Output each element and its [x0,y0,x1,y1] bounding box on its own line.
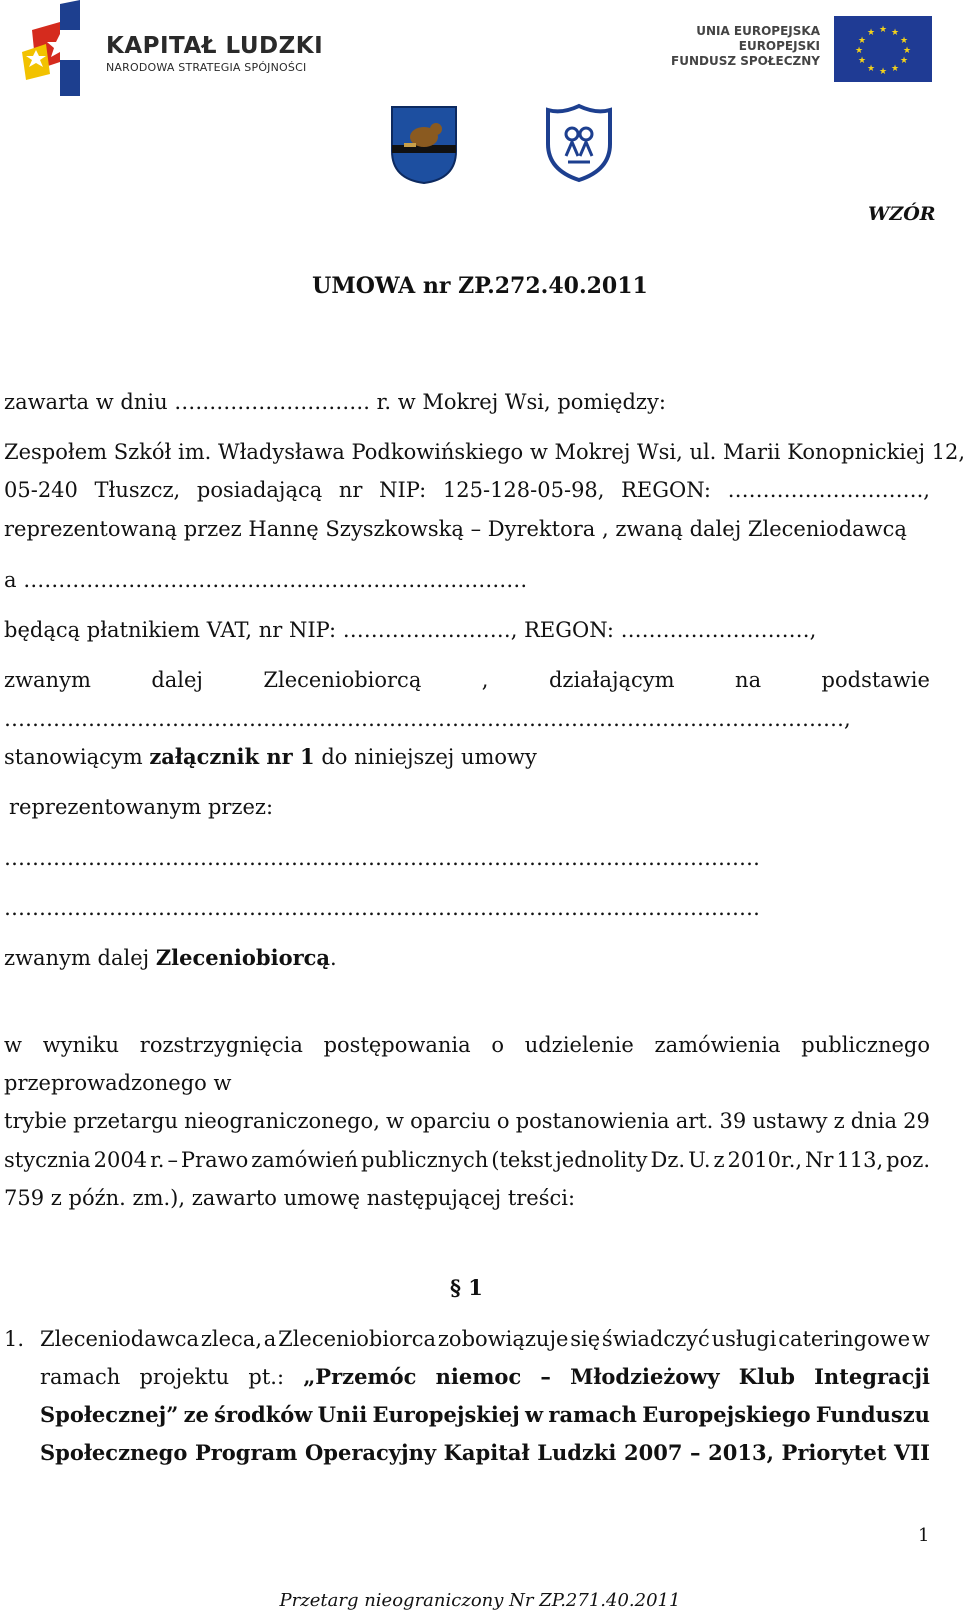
document-title-text: UMOWA nr ZP.272.40.2011 [312,273,648,299]
svg-text:★: ★ [857,56,867,66]
word: ze [183,1402,209,1427]
word: 05-240 [4,478,78,502]
word: (tekst [491,1148,553,1172]
svg-text:★: ★ [878,25,888,35]
word: zamówienia [654,1033,781,1057]
word: z [713,1148,725,1172]
eu-text-line3: FUNDUSZ SPOŁECZNY [671,54,820,68]
party-name: Zleceniobiorcą [155,945,331,970]
word: Zleceniobiorcą [263,668,422,692]
page-number: 1 [918,1525,930,1546]
word: zwanym [4,668,91,692]
eu-text-line2: EUROPEJSKI [738,39,820,53]
word: przetargu [73,1109,179,1133]
word: a [263,1327,277,1351]
word: ramach [548,1402,637,1427]
word: dnia [850,1109,898,1133]
paragraph-zwanym-zleceniobiorca [4,944,337,972]
word: VII [894,1440,930,1465]
word: dalej [151,668,203,692]
word: podstawie [821,668,930,692]
item-line2 [40,1363,930,1391]
paragraph-stycznia [4,1146,930,1174]
word: , [481,668,489,692]
word: publicznych [360,1148,489,1172]
project-title-word: „Przemóc [303,1364,417,1389]
word: w [911,1327,930,1351]
word: o [491,1033,505,1057]
word: rozstrzygnięcia [139,1033,303,1057]
word: Zleceniobiorca [278,1327,437,1351]
kapital-ludzki-emblem-icon [20,0,110,100]
word: 39 [719,1109,747,1133]
paragraph-reprezentowanym: reprezentowanym przez: [9,795,274,819]
word: Prawo [180,1148,249,1172]
eu-text-block [660,24,820,69]
paragraph-zwanym [4,666,930,694]
word: zleca, [200,1327,262,1351]
word: 2010r., [727,1148,803,1172]
word: w [386,1109,404,1133]
svg-text:★: ★ [854,46,864,56]
item-line1 [40,1325,930,1353]
word: cateringowe [778,1327,911,1351]
paragraph-stanowiacym [4,743,537,771]
word: działającym [548,668,675,692]
kapital-ludzki-subtitle: NARODOWA STRATEGIA SPÓJNOŚCI [106,61,307,74]
project-title-word: Integracji [814,1364,930,1389]
word: Dz. [650,1148,686,1172]
text: stanowiącym [4,745,150,769]
word: zamówień [251,1148,358,1172]
eu-text-line1: UNIA EUROPEJSKA [696,24,820,38]
dotted-line-representative-1: ……………………………………………………………………………………………… [4,846,760,870]
svg-text:★: ★ [878,67,888,77]
footer-text: Przetarg nieograniczony Nr ZP.271.40.2011 [279,1590,681,1611]
word: NIP: [379,478,427,502]
word: 29 [903,1109,930,1133]
word: usługi [711,1327,777,1351]
word: środków [214,1402,313,1427]
word: U. [688,1148,711,1172]
word: Społecznego [40,1440,188,1465]
word: o [496,1109,510,1133]
word: zobowiązuje [437,1327,569,1351]
project-title-word: Klub [738,1364,795,1389]
project-title-word: Młodzieżowy [570,1364,720,1389]
svg-text:★: ★ [899,56,909,66]
project-title-word: niemoc [435,1364,522,1389]
item-line4 [40,1439,930,1467]
word: nieograniczonego, [184,1109,380,1133]
word: oparciu [410,1109,491,1133]
word: Ludzki [537,1440,617,1465]
section-heading: § 1 [450,1275,483,1300]
word: udzielenie [524,1033,634,1057]
wzor-label: WZÓR [868,203,936,225]
word: Unii [317,1402,368,1427]
word: ustawy [752,1109,828,1133]
word: pt.: [248,1365,285,1389]
svg-text:★: ★ [902,46,912,56]
word: Społecznej” [40,1402,179,1427]
word: 2004 [93,1148,148,1172]
paragraph-vat: będącą płatnikiem VAT, nr NIP: ……………………, REGON: ………………………, [4,618,817,642]
paragraph-zespol-line3: reprezentowaną przez Hannę Szyszkowską – Dyrektora , zwaną dalej Zleceniodawcą [4,517,907,541]
word: trybie [4,1109,67,1133]
svg-text:★: ★ [890,64,900,74]
word: na [735,668,762,692]
word: Tłuszcz, [94,478,181,502]
text: zwanym dalej [4,946,156,970]
word: 113, [836,1148,884,1172]
word: postanowienia [515,1109,670,1133]
document-title [0,272,960,300]
word: postępowania [323,1033,471,1057]
word: w [525,1402,544,1427]
svg-text:★: ★ [890,28,900,38]
word: projektu [139,1365,230,1389]
word: Europejskiego [642,1402,811,1427]
word: art. [675,1109,714,1133]
project-title-word: – [540,1364,551,1389]
word: z [833,1109,845,1133]
word: w [4,1033,22,1057]
word: Nr [805,1148,834,1172]
word: posiadającą [196,478,323,502]
school-shield-icon [546,104,612,182]
word: Operacyjny [304,1440,437,1465]
paragraph-wyniku-line1 [4,1031,930,1059]
word: Zleceniodawca [40,1327,200,1351]
word: Program [194,1440,298,1465]
word: – [690,1440,701,1465]
word: 125-128-05-98, [442,478,605,502]
eu-flag-icon [834,16,932,82]
text: . [330,946,337,970]
paragraph-zespol-line1: Zespołem Szkół im. Władysława Podkowińskiego w Mokrej Wsi, ul. Marii Konopnickiej 12, [4,440,965,464]
word: poz. [886,1148,930,1172]
word: publicznego [801,1033,930,1057]
paragraph-759: 759 z późn. zm.), zawarto umowę następującej treści: [4,1186,576,1210]
word: Kapitał [443,1440,530,1465]
word: Europejskiej [372,1402,520,1427]
word: 2007 [623,1440,683,1465]
paragraph-trybie [4,1107,930,1135]
word: nr [338,478,363,502]
word: – [167,1148,178,1172]
word: świadczyć [601,1327,710,1351]
dotted-line-podstawa: …………………………………………………………………………………………………………, [4,707,851,731]
item-line3 [40,1401,930,1429]
word: Funduszu [815,1402,930,1427]
word: ramach [40,1365,121,1389]
word: wyniku [42,1033,120,1057]
paragraph-zawarta: zawarta w dniu ………………………. r. w Mokrej Wsi, pomiędzy: [4,390,666,414]
beaver-crest-icon [390,105,458,185]
kapital-ludzki-title: KAPITAŁ LUDZKI [106,33,324,59]
word: 2013, [708,1440,774,1465]
text: do niniejszej umowy [314,745,537,769]
item-number: 1. [4,1327,25,1351]
word: stycznia [4,1148,91,1172]
word: się [570,1327,601,1351]
paragraph-wyniku-line2: przeprowadzonego w [4,1071,232,1095]
word: Priorytet [781,1440,887,1465]
paragraph-zespol-line2 [4,476,930,504]
word: REGON: [621,478,711,502]
svg-text:★: ★ [866,64,876,74]
attachment-ref: załącznik nr 1 [149,744,315,769]
svg-text:★: ★ [857,36,867,46]
word: ………………………., [727,478,930,502]
word: r. [150,1148,165,1172]
svg-text:★: ★ [866,28,876,38]
paragraph-a: a ……………………………………………………………… [4,568,528,592]
svg-text:★: ★ [899,36,909,46]
word: jednolity [555,1148,648,1172]
dotted-line-representative-2: ……………………………………………………………………………………………… [4,896,760,920]
